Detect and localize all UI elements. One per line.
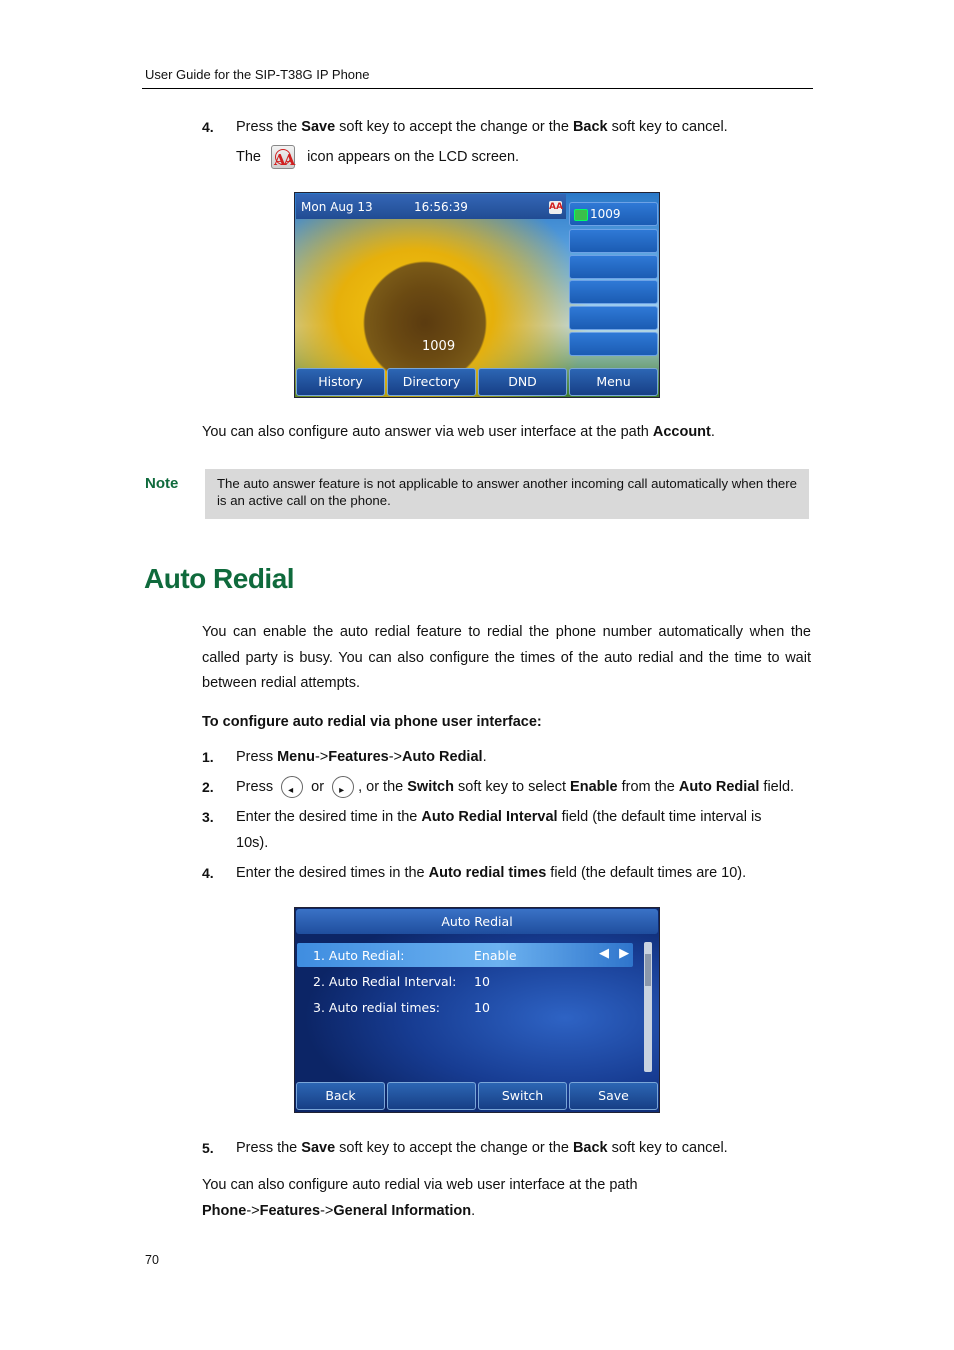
text: field.	[759, 779, 795, 795]
text: .	[710, 424, 715, 440]
text: soft key to select	[453, 779, 571, 795]
phone-ref: Phone	[202, 1203, 247, 1219]
save-key-ref: Save	[301, 119, 336, 135]
line-key-label: 1009	[590, 207, 621, 221]
line-status-icon	[574, 209, 588, 221]
text: Press	[236, 749, 278, 765]
running-header: User Guide for the SIP-T38G IP Phone	[145, 67, 370, 82]
text: soft key to cancel.	[607, 119, 728, 135]
header-rule	[142, 88, 813, 89]
text: Enter the desired time in the	[236, 809, 422, 825]
line-key-6[interactable]	[569, 332, 658, 356]
save-key-ref: Save	[301, 1140, 336, 1156]
text: ->	[388, 749, 402, 765]
phone-idle-screen	[294, 192, 660, 398]
general-information-ref: General Information	[333, 1203, 472, 1219]
softkey-save[interactable]: Save	[569, 1082, 658, 1110]
menu-ref: Menu	[277, 749, 315, 765]
softkey-dnd[interactable]: DND	[478, 368, 567, 396]
text: soft key to cancel.	[607, 1140, 728, 1156]
account-label: 1009	[422, 339, 456, 354]
enable-ref: Enable	[570, 779, 618, 795]
step-number: 1.	[202, 749, 214, 765]
screen-title: Auto Redial	[296, 909, 658, 934]
line-key-2[interactable]	[569, 229, 658, 253]
auto-redial-ref: Auto Redial	[402, 749, 483, 765]
step-5	[236, 1136, 728, 1162]
row-value: Enable	[474, 948, 517, 963]
softkey-empty[interactable]	[387, 1082, 476, 1110]
softkey-menu[interactable]: Menu	[569, 368, 658, 396]
page-number: 70	[145, 1253, 159, 1267]
text: ->	[246, 1203, 260, 1219]
section-title: Auto Redial	[144, 563, 295, 594]
time-label: 16:56:39	[414, 200, 468, 214]
text: Press the	[236, 1140, 302, 1156]
interval-field-ref: Auto Redial Interval	[421, 809, 558, 825]
step-4	[236, 861, 746, 887]
text: soft key to accept the change or the	[335, 1140, 573, 1156]
text: ->	[320, 1203, 334, 1219]
softkey-switch[interactable]: Switch	[478, 1082, 567, 1110]
features-ref: Features	[328, 749, 389, 765]
note-box: The auto answer feature is not applicable to answer another incoming call automatically when there is an active call on the phone.	[205, 469, 809, 519]
phone-auto-redial-screen	[294, 907, 660, 1113]
step-4-top	[202, 115, 214, 142]
line-key-3[interactable]	[569, 255, 658, 279]
back-key-ref: Back	[572, 1140, 608, 1156]
auto-answer-status-icon: AA	[549, 202, 563, 212]
note-label: Note	[145, 475, 179, 492]
row-label: 1. Auto Redial:	[313, 948, 405, 963]
step-number: 3.	[202, 809, 214, 825]
icon-glyph: AA	[274, 151, 294, 170]
text: You can also configure auto answer via web user interface at the path	[202, 424, 653, 440]
text: or	[311, 779, 325, 795]
softkey-directory[interactable]: Directory	[387, 368, 476, 396]
procedure-heading: To configure auto redial via phone user interface:	[202, 714, 542, 730]
step-number: 2.	[202, 779, 214, 795]
right-navigation-key-icon: ▸	[332, 776, 354, 798]
step-number: 4.	[202, 119, 214, 135]
step-4-top-text	[236, 115, 728, 141]
date-label: Mon Aug 13	[301, 200, 373, 214]
back-key-ref: Back	[572, 119, 608, 135]
auto-answer-web-path	[202, 420, 715, 446]
text: The	[236, 149, 261, 165]
icon-line	[236, 145, 519, 171]
scrollbar[interactable]	[644, 942, 652, 1072]
auto-redial-web-path	[202, 1199, 475, 1225]
row-auto-redial-interval[interactable]	[297, 969, 633, 993]
line-key-4[interactable]	[569, 280, 658, 304]
step-number: 5.	[202, 1140, 214, 1156]
step-3	[236, 805, 761, 831]
section-intro: You can enable the auto redial feature to redial the phone number automatically when the called party is busy. You can also configure the times of the auto redial and the time to wait between redial attempts.	[202, 624, 811, 691]
softkey-history[interactable]: History	[296, 368, 385, 396]
row-auto-redial[interactable]	[297, 943, 633, 967]
step-2	[236, 775, 794, 801]
step-number: 4.	[202, 865, 214, 881]
row-auto-redial-times[interactable]	[297, 995, 633, 1019]
auto-redial-web-line1: You can also configure auto redial via web user interface at the path	[202, 1177, 638, 1193]
text: field (the default time interval is	[557, 809, 762, 825]
text: Press the	[236, 119, 302, 135]
step-1	[236, 745, 487, 771]
status-bar	[296, 194, 566, 219]
text: icon appears on the LCD screen.	[307, 149, 520, 165]
path-account: Account	[652, 424, 711, 440]
times-field-ref: Auto redial times	[428, 865, 547, 881]
left-navigation-key-icon: ◂	[281, 776, 303, 798]
auto-redial-field-ref: Auto Redial	[678, 779, 760, 795]
text: soft key to accept the change or the	[335, 119, 573, 135]
left-right-arrows-icon[interactable]: ◀ ▶	[599, 946, 633, 961]
line-key-5[interactable]	[569, 306, 658, 330]
row-label: 3. Auto redial times:	[313, 1000, 440, 1015]
row-label: 2. Auto Redial Interval:	[313, 974, 457, 989]
switch-key-ref: Switch	[407, 779, 454, 795]
softkey-back[interactable]: Back	[296, 1082, 385, 1110]
scrollbar-thumb[interactable]	[645, 954, 651, 986]
text: ->	[314, 749, 329, 765]
text: .	[471, 1203, 476, 1219]
text: .	[482, 749, 487, 765]
step-3-line2: 10s).	[236, 835, 269, 851]
text: , or the	[358, 779, 408, 795]
row-value: 10	[474, 1000, 490, 1015]
text: Enter the desired times in the	[236, 865, 429, 881]
text: field (the default times are 10).	[546, 865, 747, 881]
auto-answer-icon	[271, 145, 295, 169]
features-ref: Features	[259, 1203, 321, 1219]
text: Press	[236, 779, 274, 795]
line-key-1[interactable]	[569, 202, 658, 226]
text: from the	[617, 779, 679, 795]
row-value: 10	[474, 974, 490, 989]
